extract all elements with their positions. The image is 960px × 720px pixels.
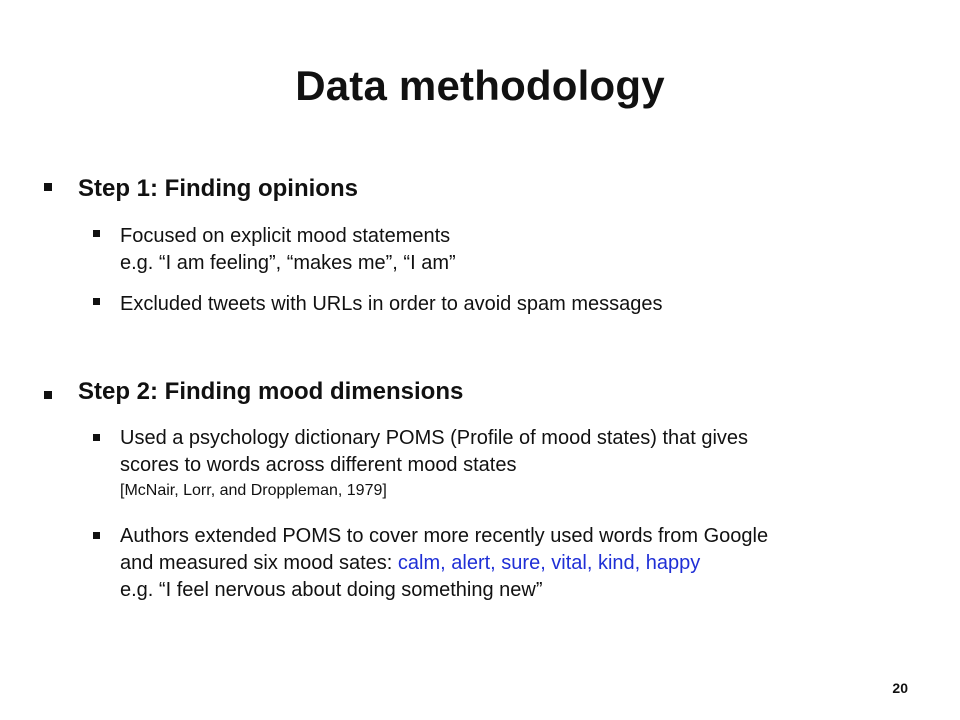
mood-states-highlight: calm, alert, sure, vital, kind, happy — [397, 552, 701, 574]
step-2-item-2-line-3: e.g. “I feel nervous about doing something new” — [120, 579, 543, 601]
square-bullet-icon — [93, 230, 100, 237]
step-2-item-1 — [120, 425, 748, 503]
step-2-item-1-line-1: Used a psychology dictionary POMS (Profile of mood states) that gives — [120, 427, 749, 449]
square-bullet-icon — [93, 434, 100, 441]
step-2-item-1-line-2: scores to words across different mood states — [120, 454, 517, 476]
page-number: 20 — [892, 680, 908, 696]
step-1-item-2 — [120, 291, 662, 318]
slide-title: Data methodology — [295, 62, 665, 109]
square-bullet-icon — [93, 532, 100, 539]
step-1-item-1-line-2: e.g. “I am feeling”, “makes me”, “I am” — [120, 252, 456, 274]
step-1-heading: Step 1: Finding opinions — [78, 175, 358, 202]
step-1-item-2-line-1: Excluded tweets with URLs in order to avoid spam messages — [120, 293, 663, 315]
step-2-heading: Step 2: Finding mood dimensions — [78, 378, 464, 405]
step-1-item-1-line-1: Focused on explicit mood statements — [120, 225, 451, 247]
step-2-item-1-citation: [McNair, Lorr, and Droppleman, 1979] — [120, 482, 387, 499]
step-2-item-2-line-2-prefix: and measured six mood sates: — [120, 552, 398, 574]
step-2-item-2-line-2 — [120, 550, 768, 577]
step-2-item-2 — [120, 523, 768, 604]
step-1-item-1 — [120, 223, 456, 277]
step-2-item-2-line-1: Authors extended POMS to cover more recently used words from Google — [120, 525, 769, 547]
square-bullet-icon — [44, 391, 52, 399]
square-bullet-icon — [44, 183, 52, 191]
square-bullet-icon — [93, 298, 100, 305]
